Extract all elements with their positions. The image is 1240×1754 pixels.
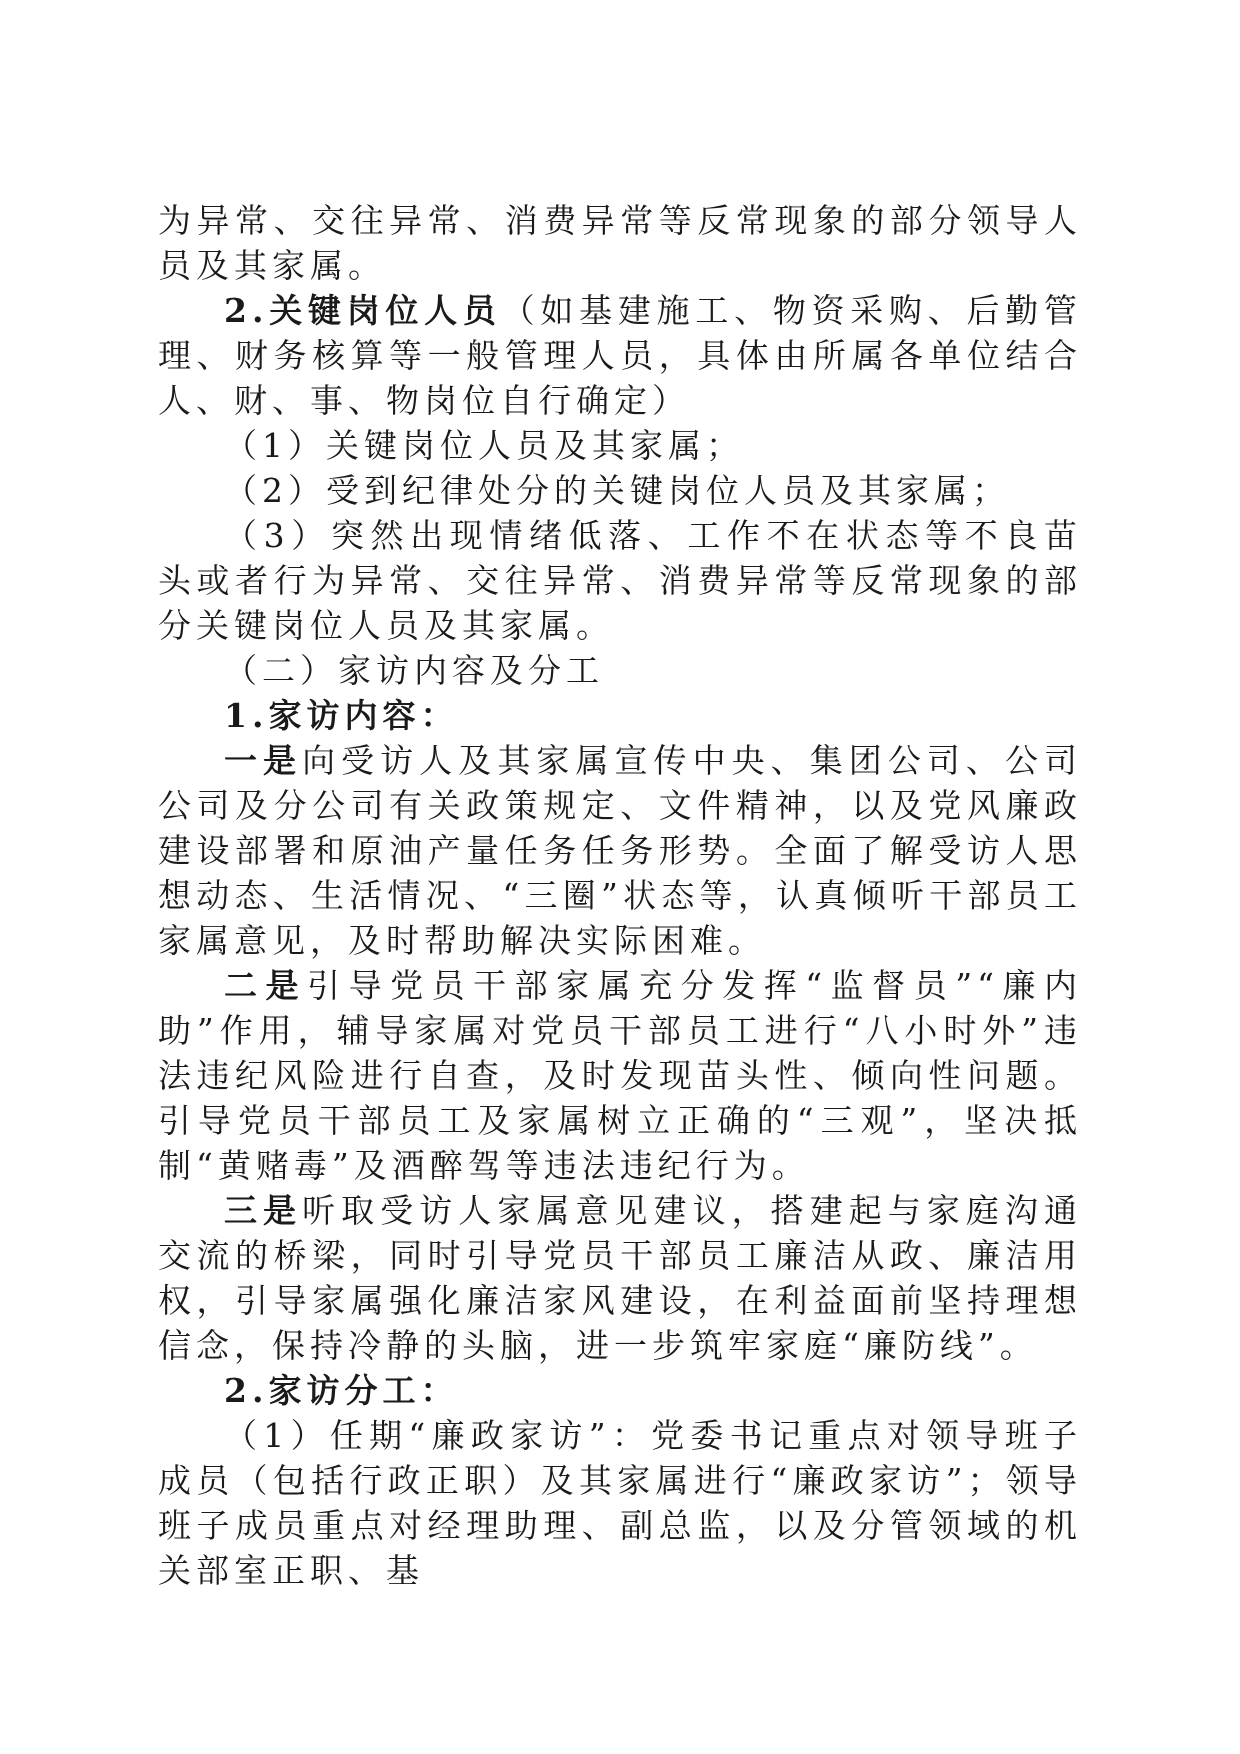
paragraph-second-point (158, 963, 1082, 1188)
paragraph-3: （1）关键岗位人员及其家属； (224, 426, 744, 465)
paragraph-third-point (158, 1188, 1082, 1368)
section-heading-2: （二）家访内容及分工 (224, 651, 604, 690)
paragraph-4: （2）受到纪律处分的关键岗位人员及其家属； (224, 471, 1010, 510)
paragraph-first-point (158, 738, 1082, 963)
third-point-text: 听取受访人家属意见建议，搭建起与家庭沟通交流的桥梁，同时引导党员干部员工廉洁从政、廉洁用权，引导家属强化廉洁家风建设，在利益面前坚持理想信念，保持冷静的头脑，进一步筑牢家庭“廉防线”。 (158, 1191, 1083, 1365)
first-point-text: 向受访人及其家属宣传中央、集团公司、公司公司及分公司有关政策规定、文件精神，以及党风廉政建设部署和原油产量任务任务形势。全面了解受访人思想动态、生活情况、“三圈”状态等，认真倾听干部员工家属意见，及时帮助解决实际困难。 (158, 741, 1083, 960)
paragraph-1: 为异常、交往异常、消费异常等反常现象的部分领导人员及其家属。 (158, 201, 1082, 285)
paragraph-5: （3）突然出现情绪低落、工作不在状态等不良苗头或者行为异常、交往异常、消费异常等反常现象的部分关键岗位人员及其家属。 (158, 516, 1082, 645)
second-point-lead: 二是 (224, 966, 308, 1005)
second-point-text: 引导党员干部家属充分发挥“监督员”“廉内助”作用，辅导家属对党员干部员工进行“八小时外”违法违纪风险进行自查，及时发现苗头性、倾向性问题。引导党员干部员工及家属树立正确的“三观”，坚决抵制“黄赌毒”及酒醉驾等违法违纪行为。 (158, 966, 1082, 1185)
heading-visit-division: 2.家访分工： (224, 1371, 459, 1410)
heading-visit-content: 1.家访内容： (224, 696, 459, 735)
document-body (158, 198, 1082, 1593)
first-point-lead: 一是 (224, 741, 303, 780)
heading-key-positions: 2.关键岗位人员 (224, 291, 502, 330)
third-point-lead: 三是 (224, 1191, 303, 1230)
paragraph-term-visit: （1）任期“廉政家访”：党委书记重点对领导班子成员（包括行政正职）及其家属进行“廉政家访”；领导班子成员重点对经理助理、副总监，以及分管领域的机关部室正职、基 (158, 1416, 1082, 1590)
paragraph-2-text: （如基建施工、物资采购、后勤管理、财务核算等一般管理人员，具体由所属各单位结合人、财、事、物岗位自行确定） (158, 291, 1083, 420)
paragraph-2 (158, 288, 1082, 423)
